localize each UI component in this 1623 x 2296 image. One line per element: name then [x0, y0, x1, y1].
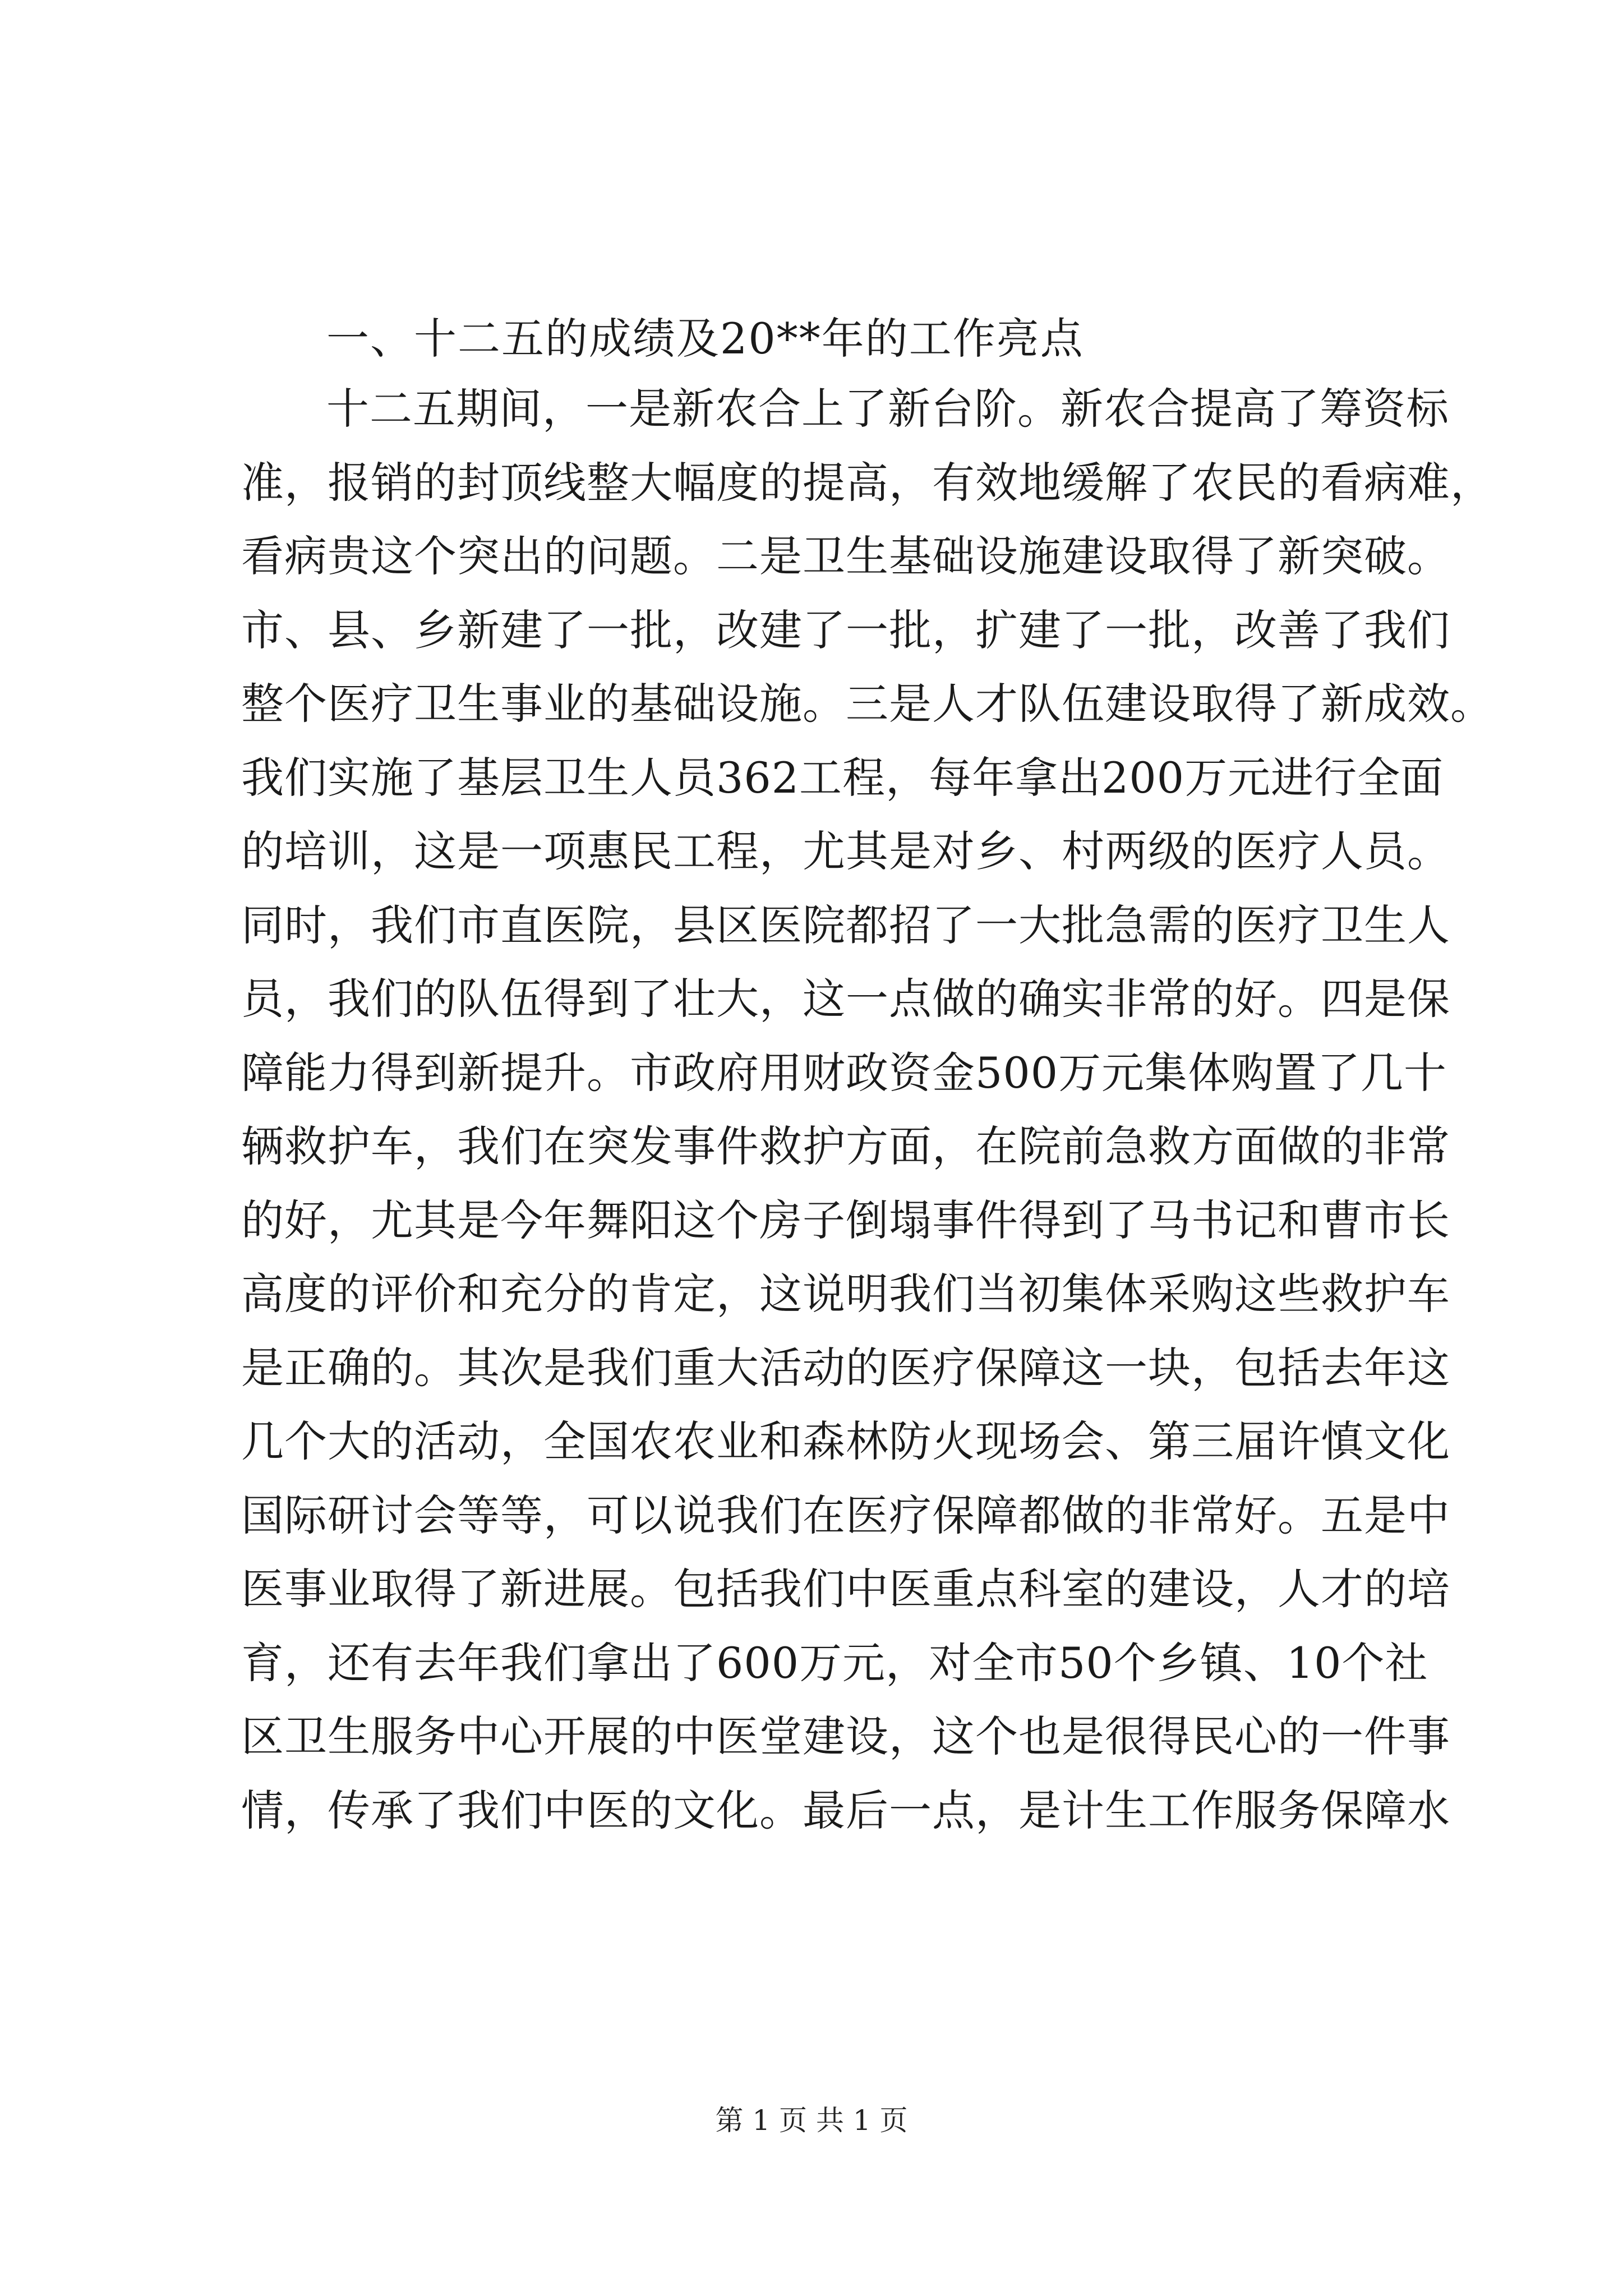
- document-content: [241, 306, 1493, 1847]
- body-line: 十二五期间，一是新农合上了新台阶。新农合提高了筹资标: [326, 384, 1449, 434]
- body-line: 整个医疗卫生事业的基础设施。三是人才队伍建设取得了新成效。: [241, 679, 1493, 729]
- body-line: 市、县、乡新建了一批，改建了一批，扩建了一批，改善了我们: [241, 605, 1450, 655]
- section-heading: 一、十二五的成绩及20**年的工作亮点: [326, 314, 1084, 364]
- body-line: 高度的评价和充分的肯定，这说明我们当初集体采购这些救护车: [241, 1269, 1450, 1319]
- body-line: 看病贵这个突出的问题。二是卫生基础设施建设取得了新突破。: [241, 531, 1450, 581]
- body-line: 情，传承了我们中医的文化。最后一点，是计生工作服务保障水: [241, 1785, 1450, 1835]
- body-line: 同时，我们市直医院，县区医院都招了一大批急需的医疗卫生人: [241, 900, 1450, 950]
- body-line: 员，我们的队伍得到了壮大，这一点做的确实非常的好。四是保: [241, 974, 1450, 1024]
- body-line: 是正确的。其次是我们重大活动的医疗保障这一块，包括去年这: [241, 1342, 1450, 1393]
- body-line: 障能力得到新提升。市政府用财政资金500万元集体购置了几十: [241, 1047, 1447, 1098]
- body-line: 几个大的活动，全国农农业和森林防火现场会、第三届许慎文化: [241, 1416, 1450, 1466]
- page-number-footer: 第 1 页 共 1 页: [715, 2104, 908, 2137]
- body-line: 区卫生服务中心开展的中医堂建设，这个也是很得民心的一件事: [241, 1711, 1450, 1761]
- body-line: 辆救护车，我们在突发事件救护方面，在院前急救方面做的非常: [241, 1121, 1450, 1171]
- body-line: 准，报销的封顶线整大幅度的提高，有效地缓解了农民的看病难，: [241, 457, 1493, 508]
- body-line: 国际研讨会等等，可以说我们在医疗保障都做的非常好。五是中: [241, 1490, 1450, 1540]
- body-line: 育，还有去年我们拿出了600万元，对全市50个乡镇、10个社: [241, 1637, 1428, 1688]
- body-line: 医事业取得了新进展。包括我们中医重点科室的建设，人才的培: [241, 1564, 1450, 1614]
- body-paragraph: [241, 372, 1493, 1847]
- body-line: 的培训，这是一项惠民工程，尤其是对乡、村两级的医疗人员。: [241, 826, 1450, 876]
- body-line: 的好，尤其是今年舞阳这个房子倒塌事件得到了马书记和曹市长: [241, 1195, 1450, 1245]
- body-line: 我们实施了基层卫生人员362工程，每年拿出200万元进行全面: [241, 752, 1444, 803]
